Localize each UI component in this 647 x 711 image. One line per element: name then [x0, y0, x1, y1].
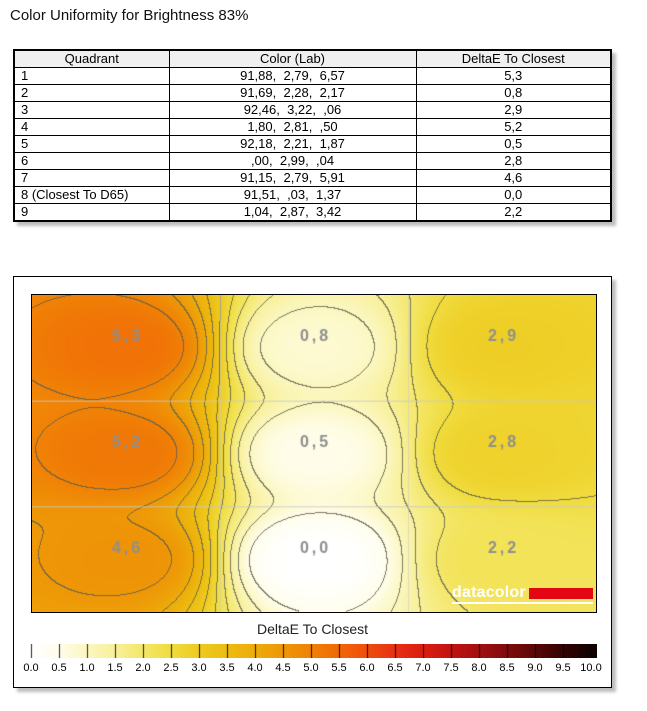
delta-cell: 5,3	[416, 68, 611, 85]
colorbar-tick-label: 6.0	[359, 662, 375, 674]
colorbar-tick-label: 1.5	[107, 662, 123, 674]
table-row	[14, 170, 611, 187]
header-color-lab: Color (Lab)	[169, 50, 416, 68]
colorbar-tick-label: 0.0	[23, 662, 39, 674]
lab-cell: 92,46, 3,22, ,06	[169, 102, 416, 119]
table-row	[14, 187, 611, 204]
lab-cell: 91,88, 2,79, 6,57	[169, 68, 416, 85]
datacolor-logo	[452, 584, 593, 604]
delta-cell: 0,5	[416, 136, 611, 153]
colorbar-tick-label: 4.5	[275, 662, 291, 674]
lab-cell: 92,18, 2,21, 1,87	[169, 136, 416, 153]
colorbar-tick-label: 2.0	[135, 662, 151, 674]
colorbar-tick-label: 10.0	[580, 662, 602, 674]
delta-cell: 2,8	[416, 153, 611, 170]
datacolor-logo-text: datacolor	[452, 584, 526, 601]
quadrant-cell: 2	[14, 85, 169, 102]
uniformity-chart-panel	[13, 276, 612, 688]
colorbar-tick-label: 1.0	[79, 662, 95, 674]
delta-cell: 2,2	[416, 204, 611, 222]
delta-cell: 0,8	[416, 85, 611, 102]
colorbar-tick-label: 3.0	[191, 662, 207, 674]
colorbar-tick-label: 0.5	[51, 662, 67, 674]
colorbar-title: DeltaE To Closest	[256, 621, 368, 637]
lab-cell: 91,69, 2,28, 2,17	[169, 85, 416, 102]
colorbar-tick-label: 5.5	[331, 662, 347, 674]
colorbar-tick-label: 3.5	[219, 662, 235, 674]
uniformity-table	[13, 49, 612, 222]
delta-cell: 2,9	[416, 102, 611, 119]
colorbar-tick-label: 8.5	[499, 662, 515, 674]
lab-cell: 1,04, 2,87, 3,42	[169, 204, 416, 222]
table-row	[14, 136, 611, 153]
quadrant-cell: 1	[14, 68, 169, 85]
colorbar-tick-label: 7.5	[443, 662, 459, 674]
quadrant-cell: 9	[14, 204, 169, 222]
lab-cell: 1,80, 2,81, ,50	[169, 119, 416, 136]
colorbar-tick-label: 2.5	[163, 662, 179, 674]
lab-cell: ,00, 2,99, ,04	[169, 153, 416, 170]
colorbar-tick-label: 7.0	[415, 662, 431, 674]
page-title: Color Uniformity for Brightness 83%	[10, 7, 249, 24]
header-deltae: DeltaE To Closest	[416, 50, 611, 68]
delta-cell: 5,2	[416, 119, 611, 136]
lab-cell: 91,51, ,03, 1,37	[169, 187, 416, 204]
quadrant-cell: 4	[14, 119, 169, 136]
header-quadrant: Quadrant	[14, 50, 169, 68]
quadrant-cell: 6	[14, 153, 169, 170]
quadrant-cell: 8 (Closest To D65)	[14, 187, 169, 204]
table-row	[14, 119, 611, 136]
colorbar-tick-labels	[23, 662, 602, 676]
colorbar-tick-label: 6.5	[387, 662, 403, 674]
lab-cell: 91,15, 2,79, 5,91	[169, 170, 416, 187]
delta-cell: 0,0	[416, 187, 611, 204]
table-row	[14, 85, 611, 102]
colorbar-tick-label: 4.0	[247, 662, 263, 674]
colorbar-tick-label: 5.0	[303, 662, 319, 674]
contour-heatmap-canvas	[31, 294, 597, 613]
table-row	[14, 102, 611, 119]
colorbar-tick-label: 9.0	[527, 662, 543, 674]
colorbar-canvas	[25, 644, 597, 658]
delta-cell: 4,6	[416, 170, 611, 187]
colorbar-tick-label: 8.0	[471, 662, 487, 674]
quadrant-cell: 5	[14, 136, 169, 153]
datacolor-logo-bar	[529, 588, 593, 599]
table-row	[14, 153, 611, 170]
colorbar-tick-label: 9.5	[555, 662, 571, 674]
quadrant-cell: 3	[14, 102, 169, 119]
table-row	[14, 204, 611, 222]
table-row	[14, 68, 611, 85]
quadrant-cell: 7	[14, 170, 169, 187]
table-header-row	[14, 50, 611, 68]
